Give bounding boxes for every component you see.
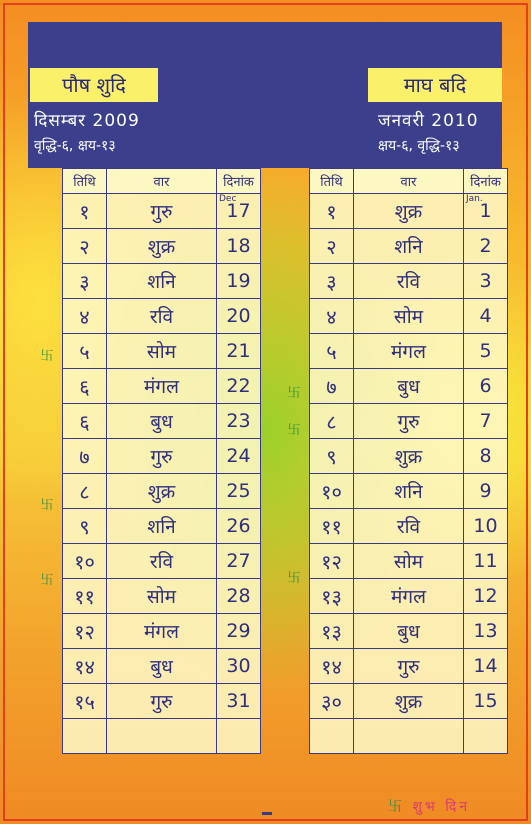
table-row bbox=[63, 229, 261, 264]
tithi-cell bbox=[63, 404, 107, 439]
right-tithi-note: क्षय-६, वृद्धि-१३ bbox=[378, 138, 460, 154]
date-cell bbox=[217, 579, 261, 614]
date-cell-text: 21 bbox=[226, 340, 251, 362]
swastika-icon: 卐 bbox=[388, 799, 402, 815]
left-gregorian-month: दिसम्बर 2009 bbox=[34, 111, 140, 131]
tithi-cell bbox=[310, 194, 354, 229]
date-cell bbox=[464, 544, 508, 579]
day-cell-text: शुक्र bbox=[394, 691, 423, 713]
table-row bbox=[63, 544, 261, 579]
table-row bbox=[63, 194, 261, 229]
day-cell-text: सोम bbox=[393, 306, 424, 328]
day-cell bbox=[354, 474, 464, 509]
date-cell bbox=[217, 334, 261, 369]
tithi-cell bbox=[310, 684, 354, 719]
tithi-cell bbox=[63, 684, 107, 719]
table-header-row bbox=[63, 169, 261, 194]
tithi-cell bbox=[310, 614, 354, 649]
date-cell bbox=[464, 369, 508, 404]
date-cell bbox=[464, 579, 508, 614]
date-cell-text: 7 bbox=[479, 410, 492, 432]
left-tithi-note: वृद्धि-६, क्षय-१३ bbox=[34, 138, 116, 154]
date-cell bbox=[217, 684, 261, 719]
date-cell bbox=[217, 194, 261, 229]
date-cell bbox=[464, 229, 508, 264]
table-row bbox=[310, 229, 508, 264]
day-cell-text: गुरु bbox=[150, 201, 173, 223]
day-header: वार bbox=[107, 169, 217, 194]
day-cell bbox=[107, 404, 217, 439]
tithi-cell bbox=[63, 194, 107, 229]
tithi-cell bbox=[63, 439, 107, 474]
tithi-cell-text: १० bbox=[74, 549, 95, 574]
date-cell bbox=[217, 369, 261, 404]
day-cell bbox=[354, 229, 464, 264]
tithi-header: तिथि bbox=[310, 169, 354, 194]
day-cell-text: गुरु bbox=[397, 656, 420, 678]
tithi-cell bbox=[310, 264, 354, 299]
day-cell bbox=[107, 579, 217, 614]
day-cell bbox=[107, 264, 217, 299]
day-cell bbox=[107, 194, 217, 229]
date-cell-text: 25 bbox=[226, 480, 251, 502]
tithi-cell-text: ३ bbox=[79, 269, 90, 294]
table-row bbox=[310, 614, 508, 649]
tithi-cell bbox=[310, 229, 354, 264]
tithi-cell-text: ११ bbox=[321, 514, 342, 539]
date-cell-text: 10 bbox=[473, 515, 498, 537]
date-cell bbox=[464, 334, 508, 369]
day-cell bbox=[107, 544, 217, 579]
day-cell bbox=[107, 649, 217, 684]
date-cell-text: 11 bbox=[473, 550, 498, 572]
tithi-cell bbox=[63, 579, 107, 614]
table-row bbox=[310, 334, 508, 369]
day-cell-text: बुध bbox=[397, 621, 420, 643]
tithi-cell bbox=[63, 334, 107, 369]
date-cell bbox=[464, 439, 508, 474]
table-row bbox=[310, 194, 508, 229]
day-cell bbox=[107, 299, 217, 334]
date-header: दिनांक bbox=[464, 169, 508, 194]
table-row bbox=[63, 439, 261, 474]
tithi-cell-text: २ bbox=[79, 234, 90, 259]
day-cell bbox=[354, 544, 464, 579]
tithi-header: तिथि bbox=[63, 169, 107, 194]
tithi-cell bbox=[310, 719, 354, 754]
table-row bbox=[310, 649, 508, 684]
day-cell-text: मंगल bbox=[391, 341, 426, 363]
day-cell bbox=[107, 334, 217, 369]
tithi-cell bbox=[310, 404, 354, 439]
tithi-cell-text: ८ bbox=[79, 479, 90, 504]
tithi-cell bbox=[63, 614, 107, 649]
left-calendar-table bbox=[62, 168, 261, 754]
date-cell-text: 5 bbox=[479, 340, 492, 362]
date-cell-text: 13 bbox=[473, 620, 498, 642]
date-cell bbox=[464, 509, 508, 544]
swastika-icon: 卐 bbox=[40, 573, 54, 588]
tithi-cell-text: ६ bbox=[79, 374, 90, 399]
date-cell-text: 2 bbox=[479, 235, 492, 257]
date-cell-text: 26 bbox=[226, 515, 251, 537]
day-cell-text: शनि bbox=[147, 271, 176, 293]
day-cell-text: बुध bbox=[150, 411, 173, 433]
day-cell-text: बुध bbox=[397, 376, 420, 398]
day-cell-text: मंगल bbox=[144, 621, 179, 643]
tithi-cell-text: १३ bbox=[321, 584, 342, 609]
day-cell bbox=[107, 509, 217, 544]
month-abbrev: Jan. bbox=[466, 194, 483, 204]
day-cell bbox=[354, 194, 464, 229]
swastika-icon: 卐 bbox=[40, 349, 54, 364]
tithi-cell bbox=[310, 439, 354, 474]
date-cell bbox=[464, 474, 508, 509]
month-abbrev: Dec bbox=[219, 194, 237, 204]
day-cell bbox=[354, 299, 464, 334]
swastika-icon: 卐 bbox=[40, 498, 54, 513]
right-hindu-month: माघ बदि bbox=[368, 68, 502, 102]
tithi-cell-text: ५ bbox=[326, 339, 337, 364]
table-row bbox=[310, 684, 508, 719]
tithi-cell bbox=[310, 649, 354, 684]
day-cell bbox=[107, 229, 217, 264]
day-cell bbox=[354, 404, 464, 439]
date-cell-text: 4 bbox=[479, 305, 492, 327]
day-cell-text: शनि bbox=[147, 516, 176, 538]
day-cell-text: शनि bbox=[394, 236, 423, 258]
day-cell bbox=[107, 684, 217, 719]
tithi-cell bbox=[310, 474, 354, 509]
date-header: दिनांक bbox=[217, 169, 261, 194]
table-row bbox=[63, 649, 261, 684]
day-cell-text: रवि bbox=[149, 306, 174, 328]
date-cell bbox=[464, 649, 508, 684]
tithi-cell bbox=[310, 299, 354, 334]
date-cell bbox=[217, 719, 261, 754]
day-cell bbox=[354, 334, 464, 369]
tithi-cell bbox=[63, 649, 107, 684]
date-cell bbox=[217, 509, 261, 544]
tithi-cell bbox=[63, 509, 107, 544]
tithi-cell bbox=[310, 369, 354, 404]
table-row bbox=[63, 579, 261, 614]
date-cell bbox=[217, 404, 261, 439]
date-cell bbox=[217, 229, 261, 264]
day-cell-text: शुक्र bbox=[394, 446, 423, 468]
date-cell-text: 6 bbox=[479, 375, 492, 397]
date-cell-text: 14 bbox=[473, 655, 498, 677]
table-row bbox=[63, 614, 261, 649]
date-cell-text: 12 bbox=[473, 585, 498, 607]
date-cell-text: 23 bbox=[226, 410, 251, 432]
tithi-cell-text: ३० bbox=[321, 689, 342, 714]
day-cell-text: शनि bbox=[394, 481, 423, 503]
right-calendar-table bbox=[309, 168, 508, 754]
swastika-icon: 卐 bbox=[287, 423, 301, 438]
footer-legend bbox=[388, 796, 470, 816]
date-cell-text: 19 bbox=[226, 270, 251, 292]
tithi-cell-text: ९ bbox=[326, 444, 337, 469]
right-gregorian-month: जनवरी 2010 bbox=[378, 111, 479, 131]
date-cell bbox=[217, 264, 261, 299]
table-row bbox=[310, 404, 508, 439]
table-row bbox=[310, 299, 508, 334]
date-cell bbox=[217, 474, 261, 509]
date-cell-text: 9 bbox=[479, 480, 492, 502]
tithi-cell bbox=[63, 474, 107, 509]
date-cell-text: 15 bbox=[473, 690, 498, 712]
day-cell bbox=[354, 719, 464, 754]
day-cell bbox=[107, 369, 217, 404]
date-cell-text: 24 bbox=[226, 445, 251, 467]
date-cell bbox=[217, 614, 261, 649]
date-cell-text: 29 bbox=[226, 620, 251, 642]
day-cell bbox=[354, 439, 464, 474]
page-number-mark bbox=[262, 812, 272, 815]
day-cell bbox=[354, 614, 464, 649]
tithi-cell-text: ८ bbox=[326, 409, 337, 434]
tithi-cell-text: ७ bbox=[79, 444, 90, 469]
day-cell-text: सोम bbox=[393, 551, 424, 573]
table-row bbox=[310, 719, 508, 754]
date-cell-text: 22 bbox=[226, 375, 251, 397]
table-header-row bbox=[310, 169, 508, 194]
day-cell bbox=[107, 439, 217, 474]
day-cell-text: रवि bbox=[396, 516, 421, 538]
tithi-cell-text: १२ bbox=[74, 619, 95, 644]
tithi-cell bbox=[63, 264, 107, 299]
date-cell-text: 8 bbox=[479, 445, 492, 467]
date-cell-text: 17 bbox=[226, 200, 251, 222]
day-cell-text: सोम bbox=[146, 341, 177, 363]
day-cell-text: मंगल bbox=[144, 376, 179, 398]
day-header: वार bbox=[354, 169, 464, 194]
table-row bbox=[310, 474, 508, 509]
date-cell bbox=[217, 544, 261, 579]
table-row bbox=[310, 439, 508, 474]
table-row bbox=[63, 334, 261, 369]
table-row bbox=[63, 509, 261, 544]
tithi-cell bbox=[63, 369, 107, 404]
tithi-cell-text: १४ bbox=[321, 654, 342, 679]
date-cell bbox=[217, 439, 261, 474]
table-row bbox=[310, 509, 508, 544]
tithi-cell bbox=[310, 509, 354, 544]
swastika-icon: 卐 bbox=[287, 571, 301, 586]
tithi-cell-text: ११ bbox=[74, 584, 95, 609]
table-row bbox=[63, 299, 261, 334]
day-cell bbox=[107, 614, 217, 649]
date-cell bbox=[464, 404, 508, 439]
tithi-cell-text: ४ bbox=[326, 304, 337, 329]
date-cell bbox=[464, 264, 508, 299]
left-hindu-month: पौष शुदि bbox=[30, 68, 158, 102]
table-row bbox=[310, 264, 508, 299]
day-cell-text: गुरु bbox=[150, 691, 173, 713]
tithi-cell-text: ३ bbox=[326, 269, 337, 294]
tithi-cell-text: १ bbox=[326, 199, 337, 224]
tithi-cell-text: ५ bbox=[79, 339, 90, 364]
table-row bbox=[310, 544, 508, 579]
swastika-icon: 卐 bbox=[287, 386, 301, 401]
date-cell bbox=[464, 684, 508, 719]
day-cell bbox=[354, 579, 464, 614]
tithi-cell-text: १ bbox=[79, 199, 90, 224]
day-cell bbox=[354, 509, 464, 544]
day-cell-text: रवि bbox=[149, 551, 174, 573]
tithi-cell-text: १५ bbox=[74, 689, 95, 714]
day-cell bbox=[354, 369, 464, 404]
table-row bbox=[63, 684, 261, 719]
day-cell bbox=[354, 649, 464, 684]
table-row bbox=[63, 264, 261, 299]
tithi-cell-text: १० bbox=[321, 479, 342, 504]
tithi-cell-text: २ bbox=[326, 234, 337, 259]
table-row bbox=[63, 474, 261, 509]
day-cell bbox=[107, 719, 217, 754]
day-cell-text: शुक्र bbox=[147, 236, 176, 258]
date-cell-text: 18 bbox=[226, 235, 251, 257]
tithi-cell bbox=[310, 544, 354, 579]
day-cell-text: सोम bbox=[146, 586, 177, 608]
tithi-cell-text: ६ bbox=[79, 409, 90, 434]
day-cell-text: रवि bbox=[396, 271, 421, 293]
tithi-cell bbox=[310, 334, 354, 369]
table-row bbox=[310, 369, 508, 404]
tithi-cell-text: ७ bbox=[326, 374, 337, 399]
tithi-cell bbox=[63, 299, 107, 334]
date-cell-text: 1 bbox=[479, 200, 492, 222]
date-cell bbox=[464, 299, 508, 334]
table-row bbox=[63, 369, 261, 404]
day-cell bbox=[107, 474, 217, 509]
day-cell-text: शुक्र bbox=[147, 481, 176, 503]
date-cell-text: 20 bbox=[226, 305, 251, 327]
tithi-cell-text: १४ bbox=[74, 654, 95, 679]
table-row bbox=[63, 719, 261, 754]
day-cell-text: शुक्र bbox=[394, 201, 423, 223]
tithi-cell-text: ४ bbox=[79, 304, 90, 329]
date-cell bbox=[217, 649, 261, 684]
date-cell-text: 27 bbox=[226, 550, 251, 572]
date-cell bbox=[464, 194, 508, 229]
table-row bbox=[310, 579, 508, 614]
day-cell bbox=[354, 684, 464, 719]
date-cell-text: 31 bbox=[226, 690, 251, 712]
tithi-cell-text: १३ bbox=[321, 619, 342, 644]
day-cell-text: गुरु bbox=[150, 446, 173, 468]
tithi-cell bbox=[63, 544, 107, 579]
tithi-cell bbox=[310, 579, 354, 614]
tithi-cell bbox=[63, 719, 107, 754]
date-cell-text: 28 bbox=[226, 585, 251, 607]
day-cell-text: मंगल bbox=[391, 586, 426, 608]
date-cell bbox=[464, 719, 508, 754]
date-cell-text: 30 bbox=[226, 655, 251, 677]
footer-text: शुभ दिन bbox=[412, 799, 471, 815]
tithi-cell-text: ९ bbox=[79, 514, 90, 539]
tithi-cell bbox=[63, 229, 107, 264]
date-cell bbox=[464, 614, 508, 649]
day-cell-text: गुरु bbox=[397, 411, 420, 433]
day-cell bbox=[354, 264, 464, 299]
table-row bbox=[63, 404, 261, 439]
tithi-cell-text: १२ bbox=[321, 549, 342, 574]
date-cell-text: 3 bbox=[479, 270, 492, 292]
date-cell bbox=[217, 299, 261, 334]
day-cell-text: बुध bbox=[150, 656, 173, 678]
